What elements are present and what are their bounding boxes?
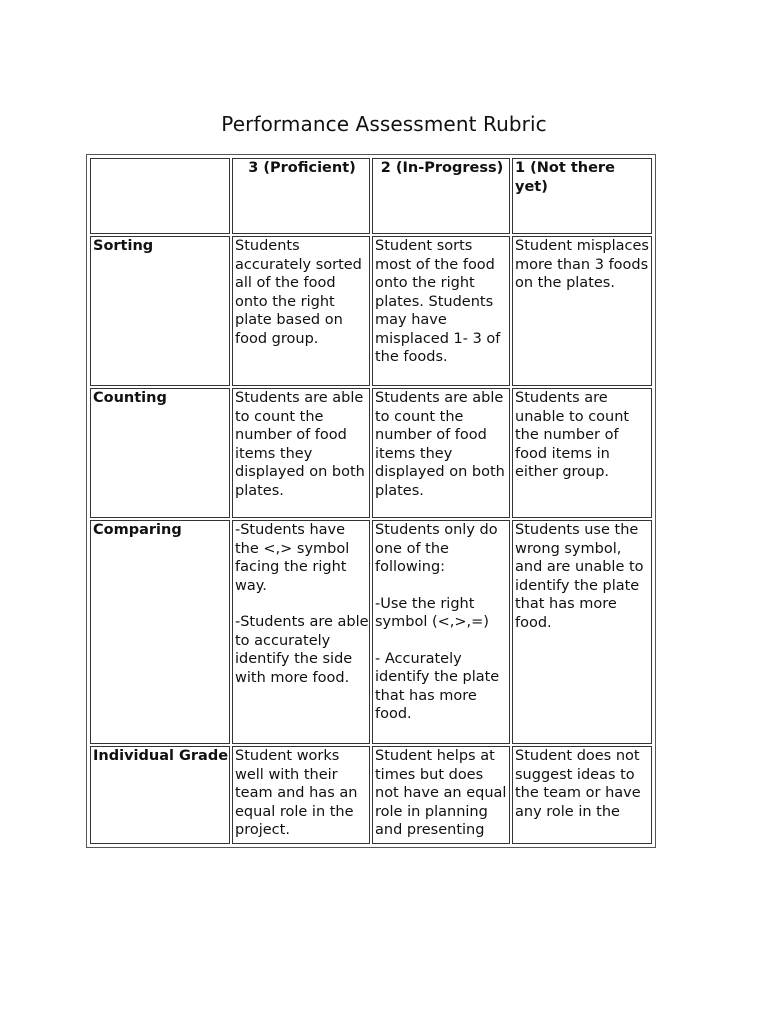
counting-proficient-cell [232, 388, 370, 518]
sorting-not-yet-cell [512, 236, 652, 386]
table-row [90, 746, 652, 844]
cell-text: - Accurately identify the plate that has more food. [375, 650, 500, 722]
cell-text: Students accurately sorted all of the food onto the right plate based on food group. [235, 238, 362, 347]
cell-text: Student sorts most of the food onto the right plates. Students may have misplaced 1- 3 of the foods. [375, 238, 501, 365]
cell-text: Student works well with their team and has an equal role in the project. [235, 748, 358, 838]
criterion-individual-grade: Individual Grade [90, 746, 230, 844]
cell-text: Student misplaces more than 3 foods on the plates. [515, 238, 649, 291]
cell-text: Student helps at times but does not have an equal role in planning and presenting [375, 748, 507, 838]
cell-text: Students use the wrong symbol, and are unable to identify the plate that has more food. [515, 522, 644, 631]
cell-text: Students are able to count the number of food items they displayed on both plates. [375, 390, 505, 499]
table-row [90, 388, 652, 518]
rubric-table [88, 156, 654, 846]
cell-text: -Use the right symbol (<,>,=) [375, 595, 489, 630]
cell-text: Student does not suggest ideas to the team or have any role in the [515, 748, 641, 820]
cell-text: Students are able to count the number of food items they displayed on both plates. [235, 390, 365, 499]
header-not-there-yet: 1 (Not there yet) [512, 158, 652, 234]
counting-in-progress-cell [372, 388, 510, 518]
header-proficient: 3 (Proficient) [232, 158, 370, 234]
individual-in-progress-cell [372, 746, 510, 844]
individual-proficient-cell [232, 746, 370, 844]
table-row [90, 236, 652, 386]
individual-not-yet-cell [512, 746, 652, 844]
cell-text: Students only do one of the following: [375, 522, 498, 575]
table-row [90, 520, 652, 744]
comparing-not-yet-cell [512, 520, 652, 744]
comparing-in-progress-cell [372, 520, 510, 744]
sorting-proficient-cell [232, 236, 370, 386]
header-row [90, 158, 652, 234]
sorting-in-progress-cell [372, 236, 510, 386]
criterion-counting: Counting [90, 388, 230, 518]
cell-text: -Students have the <,> symbol facing the right way. [235, 522, 350, 594]
criterion-comparing: Comparing [90, 520, 230, 744]
criterion-sorting: Sorting [90, 236, 230, 386]
header-empty-cell [90, 158, 230, 234]
cell-text: Students are unable to count the number of food items in either group. [515, 390, 630, 480]
rubric-table-frame [86, 154, 656, 848]
comparing-proficient-cell [232, 520, 370, 744]
cell-text: -Students are able to accurately identify the side with more food. [235, 614, 369, 686]
counting-not-yet-cell [512, 388, 652, 518]
header-in-progress: 2 (In-Progress) [372, 158, 510, 234]
page-title: Performance Assessment Rubric [221, 112, 547, 136]
